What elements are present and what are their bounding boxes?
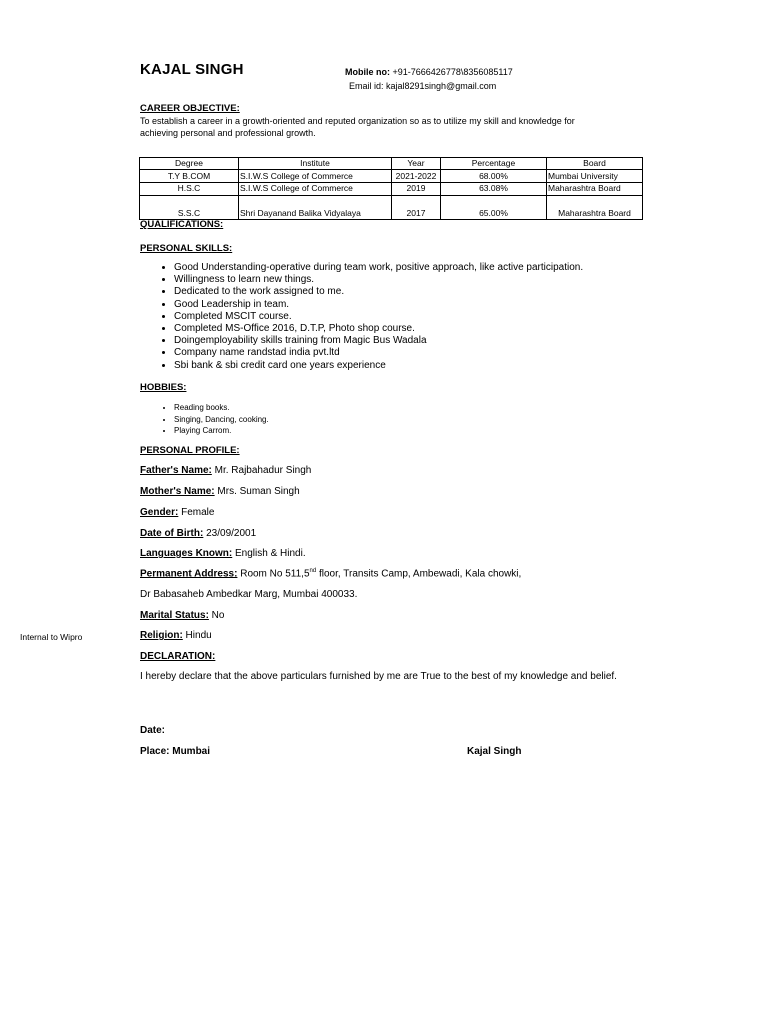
date-label: Date: [140,725,166,736]
internal-note: Internal to Wipro [20,632,83,642]
table-cell: 63.08% [441,183,547,196]
skills-list [156,262,583,372]
list-item: • Sbi bank & sbi credit card one years experience [174,360,583,372]
languages-row [140,548,306,559]
table-row [140,170,643,183]
list-item: • Good Leadership in team. [174,299,583,311]
table-cell: Mumbai University [547,170,643,183]
marital-status-value: No [208,610,225,621]
father-name-value: Mr. Rajbahadur Singh [211,465,312,476]
col-year: Year [392,158,441,170]
list-item: • Company name randstad india pvt.ltd [174,347,583,359]
candidate-name: KAJAL SINGH [140,61,244,78]
list-item: • Singing, Dancing, cooking. [174,414,269,426]
col-board: Board [547,158,643,170]
religion-value: Hindu [182,630,212,641]
mobile-line [345,67,513,77]
education-header-row [140,158,643,170]
table-cell: S.I.W.S College of Commerce [239,183,392,196]
table-cell: 2021-2022 [392,170,441,183]
signature-name: Kajal Singh [467,746,522,757]
table-cell: 68.00% [441,170,547,183]
dob-value: 23/09/2001 [203,528,257,539]
address-row [140,568,521,579]
table-row [140,183,643,196]
list-item: • Reading books. [174,402,269,414]
list-item: • Willingness to learn new things. [174,274,583,286]
table-cell: 65.00% [441,196,547,220]
table-cell: Shri Dayanand Balika Vidyalaya [239,196,392,220]
mother-name-row [140,486,300,497]
religion-label: Religion: [140,630,183,641]
col-percentage: Percentage [441,158,547,170]
hobbies-list [156,402,269,437]
table-cell: Maharashtra Board [547,196,643,220]
mother-name-label: Mother's Name: [140,486,215,497]
table-cell: 2017 [392,196,441,220]
declaration-heading: DECLARATION: [140,651,216,662]
col-degree: Degree [140,158,239,170]
profile-heading: PERSONAL PROFILE: [140,445,240,456]
address-value: Room No 511,5 [237,568,310,580]
mobile-value: +91-7666426778\8356085117 [392,67,513,77]
table-cell: H.S.C [140,183,239,196]
table-cell: Maharashtra Board [547,183,643,196]
objective-text: To establish a career in a growth-oriented and reputed organization so as to utilize my skill and knowledge for achieving personal and professional growth. [140,116,575,138]
dob-row [140,528,256,539]
mother-name-value: Mrs. Suman Singh [214,486,300,497]
list-item: • Completed MSCIT course. [174,311,583,323]
list-item: • Dedicated to the work assigned to me. [174,286,583,298]
address-superscript: nd [309,568,317,574]
father-name-label: Father's Name: [140,465,212,476]
declaration-text: I hereby declare that the above particulars furnished by me are True to the best of my knowledge and belief. [140,671,617,682]
education-table [139,157,643,220]
gender-value: Female [178,507,215,518]
marital-status-label: Marital Status: [140,610,209,621]
email-line: Email id: kajal8291singh@gmail.com [349,81,497,91]
marital-status-row [140,610,224,621]
address-value-cont: floor, Transits Camp, Ambewadi, Kala chowki, [316,568,522,580]
hobbies-heading: HOBBIES: [140,382,187,393]
list-item: • Good Understanding-operative during team work, positive approach, like active participation. [174,262,583,274]
mobile-label: Mobile no: [345,67,390,77]
table-cell: T.Y B.COM [140,170,239,183]
qualifications-heading: QUALIFICATIONS: [140,219,224,230]
list-item: • Completed MS-Office 2016, D.T.P, Photo shop course. [174,323,583,335]
address-line-2: Dr Babasaheb Ambedkar Marg, Mumbai 400033. [140,589,358,600]
list-item: • Playing Carrom. [174,425,269,437]
father-name-row [140,465,311,476]
dob-label: Date of Birth: [140,528,204,539]
objective-heading: CAREER OBJECTIVE: [140,103,240,114]
languages-label: Languages Known: [140,548,233,559]
table-cell: S.S.C [140,196,239,220]
table-cell: S.I.W.S College of Commerce [239,170,392,183]
list-item: • Doingemployability skills training from Magic Bus Wadala [174,335,583,347]
religion-row [140,630,212,641]
table-row [140,196,643,220]
table-cell: 2019 [392,183,441,196]
place-label: Place: Mumbai [140,746,211,757]
address-label: Permanent Address: [140,568,238,580]
skills-heading: PERSONAL SKILLS: [140,243,233,254]
gender-row [140,507,214,518]
languages-value: English & Hindi. [232,548,306,559]
col-institute: Institute [239,158,392,170]
gender-label: Gender: [140,507,179,518]
